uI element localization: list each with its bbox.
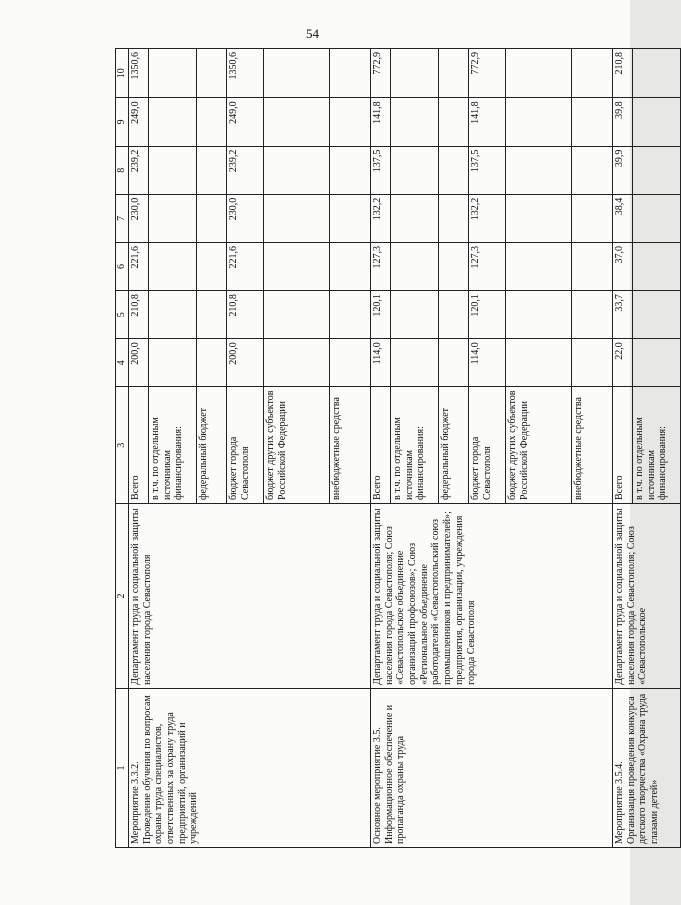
value-cell: 1350,6 <box>227 49 264 98</box>
value-cell <box>633 339 681 387</box>
value-cell <box>391 291 439 339</box>
value-cell: 127,3 <box>469 242 506 290</box>
value-cell <box>391 242 439 290</box>
value-cell <box>391 98 439 146</box>
table-row <box>371 49 391 848</box>
value-cell <box>506 291 572 339</box>
value-cell: 200,0 <box>129 339 149 387</box>
value-cell: 114,0 <box>371 339 391 387</box>
value-cell: 39,8 <box>613 98 633 146</box>
table-row <box>129 49 149 848</box>
value-cell: 141,8 <box>371 98 391 146</box>
header-cell: 2 <box>116 503 129 688</box>
value-cell <box>439 146 469 194</box>
value-cell <box>506 194 572 242</box>
source-label-cell: бюджет других субъектов Российской Федерации <box>264 387 330 504</box>
value-cell: 137,5 <box>469 146 506 194</box>
value-cell <box>506 98 572 146</box>
value-cell <box>149 49 197 98</box>
source-label-cell: бюджет города Севастополя <box>469 387 506 504</box>
source-label-cell: в т.ч. по отдельным источникам финансирования: <box>149 387 197 504</box>
value-cell: 132,2 <box>469 194 506 242</box>
source-label-cell: Всего <box>613 387 633 504</box>
activity-name-cell: Основное мероприятие 3.5. Информационное обеспечение и пропаганда охраны труда <box>371 688 613 847</box>
value-cell <box>391 146 439 194</box>
value-cell: 141,8 <box>469 98 506 146</box>
value-cell <box>391 339 439 387</box>
value-cell: 249,0 <box>129 98 149 146</box>
value-cell <box>439 194 469 242</box>
source-label-cell: в т.ч. по отдельным источникам финансирования: <box>633 387 681 504</box>
executor-cell: Департамент труда и социальной защиты населения города Севастополя; Союз «Севастопольское <box>613 503 681 688</box>
executor-cell: Департамент труда и социальной защиты населения города Севастополя <box>129 503 371 688</box>
value-cell <box>572 291 613 339</box>
page-number: 54 <box>306 26 319 41</box>
source-label-cell: Всего <box>371 387 391 504</box>
table-row <box>613 49 633 848</box>
value-cell <box>633 242 681 290</box>
value-cell <box>197 242 227 290</box>
activity-name-cell: Мероприятие 3.5.4. Организация проведения конкурса детского творчества «Охрана труда глазами детей» <box>613 688 681 847</box>
value-cell: 210,8 <box>227 291 264 339</box>
value-cell <box>506 146 572 194</box>
rotated-table-container <box>115 48 669 848</box>
header-cell: 1 <box>116 688 129 847</box>
value-cell <box>197 291 227 339</box>
value-cell: 114,0 <box>469 339 506 387</box>
header-cell: 4 <box>116 339 129 387</box>
value-cell: 772,9 <box>371 49 391 98</box>
value-cell <box>391 194 439 242</box>
source-label-cell: Всего <box>129 387 149 504</box>
value-cell <box>633 98 681 146</box>
header-cell: 9 <box>116 98 129 146</box>
value-cell <box>439 98 469 146</box>
value-cell <box>330 49 371 98</box>
header-cell: 10 <box>116 49 129 98</box>
value-cell <box>572 98 613 146</box>
value-cell <box>330 291 371 339</box>
header-cell: 3 <box>116 387 129 504</box>
header-cell: 6 <box>116 242 129 290</box>
value-cell <box>330 98 371 146</box>
value-cell <box>197 98 227 146</box>
value-cell <box>149 194 197 242</box>
source-label-cell: бюджет других субъектов Российской Федерации <box>506 387 572 504</box>
value-cell <box>330 146 371 194</box>
value-cell: 210,8 <box>613 49 633 98</box>
value-cell: 210,8 <box>129 291 149 339</box>
value-cell <box>149 242 197 290</box>
value-cell: 22,0 <box>613 339 633 387</box>
value-cell: 230,0 <box>129 194 149 242</box>
header-row <box>116 49 129 848</box>
executor-cell: Департамент труда и социальной защиты населения города Севастополя; Союз «Севастопольское объединение организаций профсоюзов»; Союз «Региональное объединение работодателей «Севастопольский союз промышленников и предпринимателей»; предприятия, организации, учреждения города Севастополя <box>371 503 613 688</box>
value-cell <box>264 339 330 387</box>
value-cell <box>572 49 613 98</box>
value-cell: 39,9 <box>613 146 633 194</box>
value-cell: 239,2 <box>227 146 264 194</box>
value-cell <box>439 339 469 387</box>
activity-name-cell: Мероприятие 3.3.2. Проведение обучения по вопросам охраны труда специалистов, ответственных за охрану труда предприятий, организаций и учреждений <box>129 688 371 847</box>
value-cell <box>391 49 439 98</box>
value-cell: 239,2 <box>129 146 149 194</box>
value-cell: 200,0 <box>227 339 264 387</box>
value-cell: 127,3 <box>371 242 391 290</box>
value-cell: 120,1 <box>371 291 391 339</box>
value-cell: 1350,6 <box>129 49 149 98</box>
value-cell <box>439 242 469 290</box>
value-cell: 137,5 <box>371 146 391 194</box>
header-cell: 5 <box>116 291 129 339</box>
value-cell <box>633 146 681 194</box>
value-cell <box>264 49 330 98</box>
value-cell <box>197 339 227 387</box>
header-cell: 7 <box>116 194 129 242</box>
value-cell <box>633 194 681 242</box>
value-cell <box>633 49 681 98</box>
value-cell: 132,2 <box>371 194 391 242</box>
value-cell <box>264 242 330 290</box>
source-label-cell: внебюджетные средства <box>572 387 613 504</box>
value-cell: 772,9 <box>469 49 506 98</box>
value-cell <box>572 242 613 290</box>
value-cell <box>330 242 371 290</box>
value-cell: 221,6 <box>129 242 149 290</box>
value-cell <box>264 291 330 339</box>
value-cell <box>197 146 227 194</box>
value-cell <box>572 146 613 194</box>
value-cell: 249,0 <box>227 98 264 146</box>
value-cell <box>330 339 371 387</box>
value-cell <box>264 146 330 194</box>
value-cell <box>149 291 197 339</box>
value-cell <box>506 242 572 290</box>
value-cell: 221,6 <box>227 242 264 290</box>
value-cell <box>330 194 371 242</box>
value-cell <box>149 98 197 146</box>
value-cell <box>264 194 330 242</box>
table-body <box>116 49 681 848</box>
budget-table <box>115 48 681 848</box>
source-label-cell: федеральный бюджет <box>439 387 469 504</box>
source-label-cell: в т.ч. по отдельным источникам финансирования: <box>391 387 439 504</box>
value-cell <box>572 339 613 387</box>
value-cell <box>506 49 572 98</box>
value-cell <box>149 339 197 387</box>
value-cell <box>572 194 613 242</box>
value-cell <box>264 98 330 146</box>
value-cell <box>439 291 469 339</box>
source-label-cell: бюджет города Севастополя <box>227 387 264 504</box>
source-label-cell: внебюджетные средства <box>330 387 371 504</box>
source-label-cell: федеральный бюджет <box>197 387 227 504</box>
value-cell: 230,0 <box>227 194 264 242</box>
value-cell <box>506 339 572 387</box>
value-cell: 33,7 <box>613 291 633 339</box>
value-cell: 120,1 <box>469 291 506 339</box>
value-cell: 37,0 <box>613 242 633 290</box>
header-cell: 8 <box>116 146 129 194</box>
value-cell <box>197 194 227 242</box>
value-cell <box>149 146 197 194</box>
value-cell <box>197 49 227 98</box>
value-cell <box>633 291 681 339</box>
value-cell <box>439 49 469 98</box>
value-cell: 38,4 <box>613 194 633 242</box>
